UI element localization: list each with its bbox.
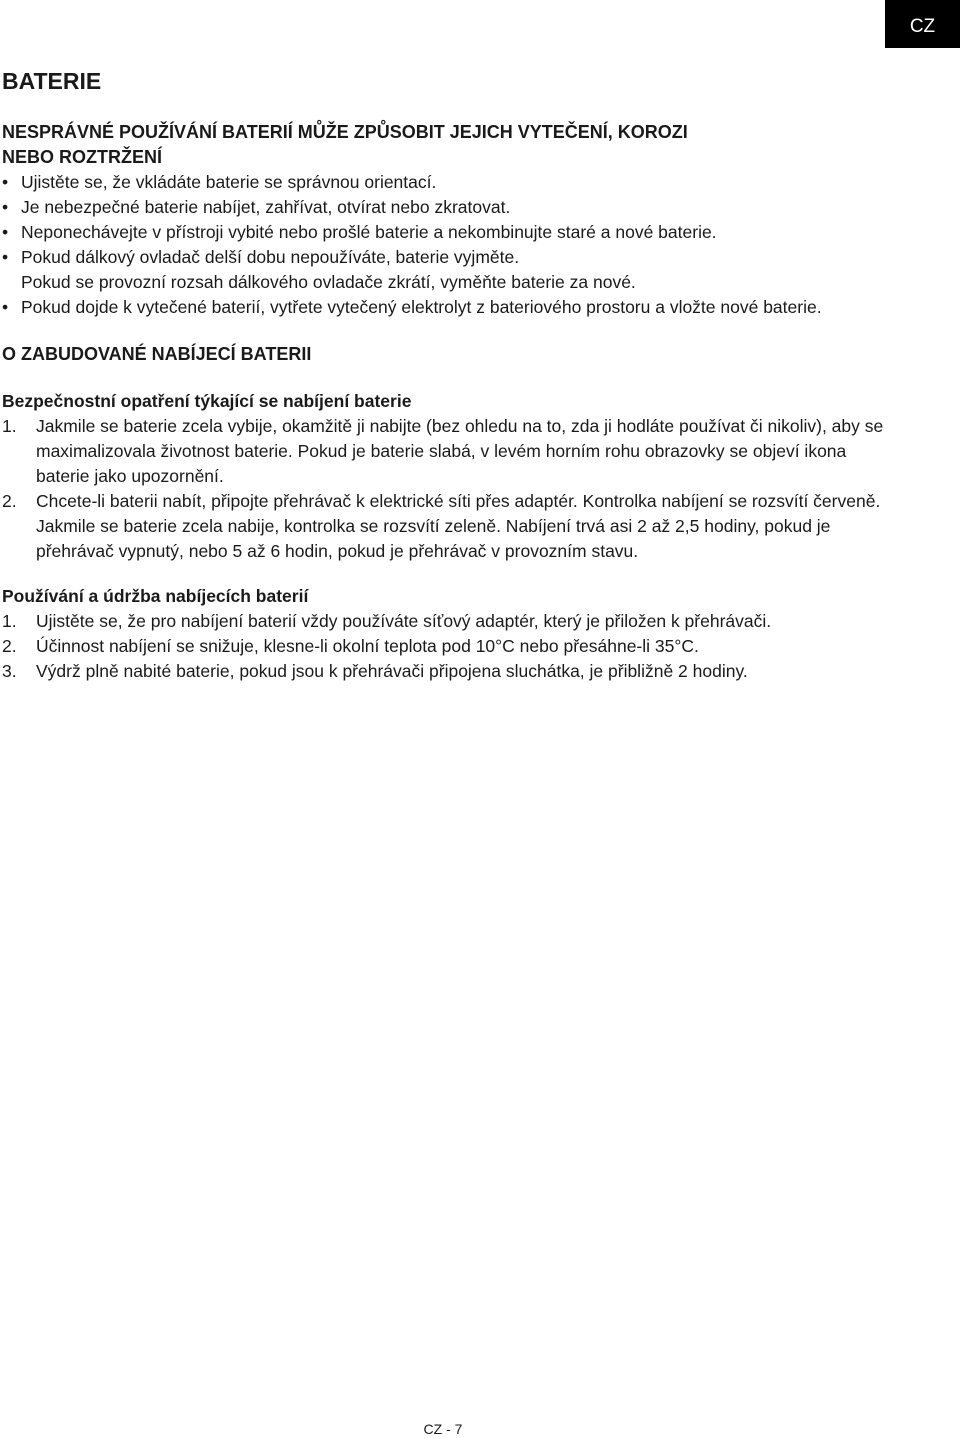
bullet-icon: •: [2, 172, 9, 192]
page-title: BATERIE: [2, 68, 102, 94]
list-item: • Pokud dálkový ovladač delší dobu nepoužíváte, baterie vyjměte.: [2, 245, 902, 270]
page-number: CZ - 7: [423, 1421, 463, 1437]
list-item: 3. Výdrž plně nabité baterie, pokud jsou k přehrávači připojena sluchátka, je přibližně 2 hodiny.: [2, 661, 748, 681]
usage-list: [2, 609, 902, 684]
subsection-heading: Používání a údržba nabíjecích baterií: [2, 586, 309, 606]
list-item: • Neponechávejte v přístroji vybité nebo prošlé baterie a nekombinujte staré a nové baterie.: [2, 220, 902, 245]
list-item: • Ujistěte se, že vkládáte baterie se správnou orientací.: [2, 170, 902, 195]
list-item: 2. Chcete-li baterii nabít, připojte přehrávač k elektrické síti přes adaptér. Kontrolka nabíjení se rozsvítí červeně. Jakmile se baterie zcela nabije, kontrolka se rozsvítí zeleně. Nabíjení trvá asi 2 až 2,5 hodiny, pokud je přehrávač vypnutý, nebo 5 až 6 hodin, pokud je přehrávač v provozním stavu.: [2, 491, 881, 561]
list-item: 2. Účinnost nabíjení se snižuje, klesne-li okolní teplota pod 10°C nebo přesáhne-li 35°C.: [2, 636, 699, 656]
warning-heading: NESPRÁVNÉ POUŽÍVÁNÍ BATERIÍ MŮŽE ZPŮSOBIT JEJICH VYTEČENÍ, KOROZI NEBO ROZTRŽENÍ: [2, 122, 688, 167]
bullet-icon: •: [2, 197, 9, 217]
language-badge: CZ: [885, 0, 960, 48]
section-heading: O ZABUDOVANÉ NABÍJECÍ BATERII: [2, 344, 312, 364]
safety-list: [2, 414, 902, 564]
list-continuation: Pokud se provozní rozsah dálkového ovladače zkrátí, vyměňte baterie za nové.: [21, 272, 636, 292]
document-content: [2, 64, 902, 684]
list-item: 1. Ujistěte se, že pro nabíjení baterií vždy používáte síťový adaptér, který je přiložen k přehrávači.: [2, 611, 772, 631]
warning-list: [2, 170, 902, 270]
list-item: • Je nebezpečné baterie nabíjet, zahřívat, otvírat nebo zkratovat.: [2, 195, 902, 220]
list-item: • Pokud dojde k vytečené baterií, vytřete vytečený elektrolyt z bateriového prostoru a vložte nové baterie.: [2, 295, 902, 320]
list-item: 1. Jakmile se baterie zcela vybije, okamžitě ji nabijte (bez ohledu na to, zda ji hodláte používat či nikoliv), aby se maximalizovala životnost baterie. Pokud je baterie slabá, v levém horním rohu obrazovky se objeví ikona baterie jako upozornění.: [2, 416, 884, 486]
warning-list-end: [2, 295, 902, 320]
bullet-icon: •: [2, 297, 9, 317]
subsection-heading: Bezpečnostní opatření týkající se nabíjení baterie: [2, 391, 412, 411]
bullet-icon: •: [2, 222, 9, 242]
bullet-icon: •: [2, 247, 9, 267]
